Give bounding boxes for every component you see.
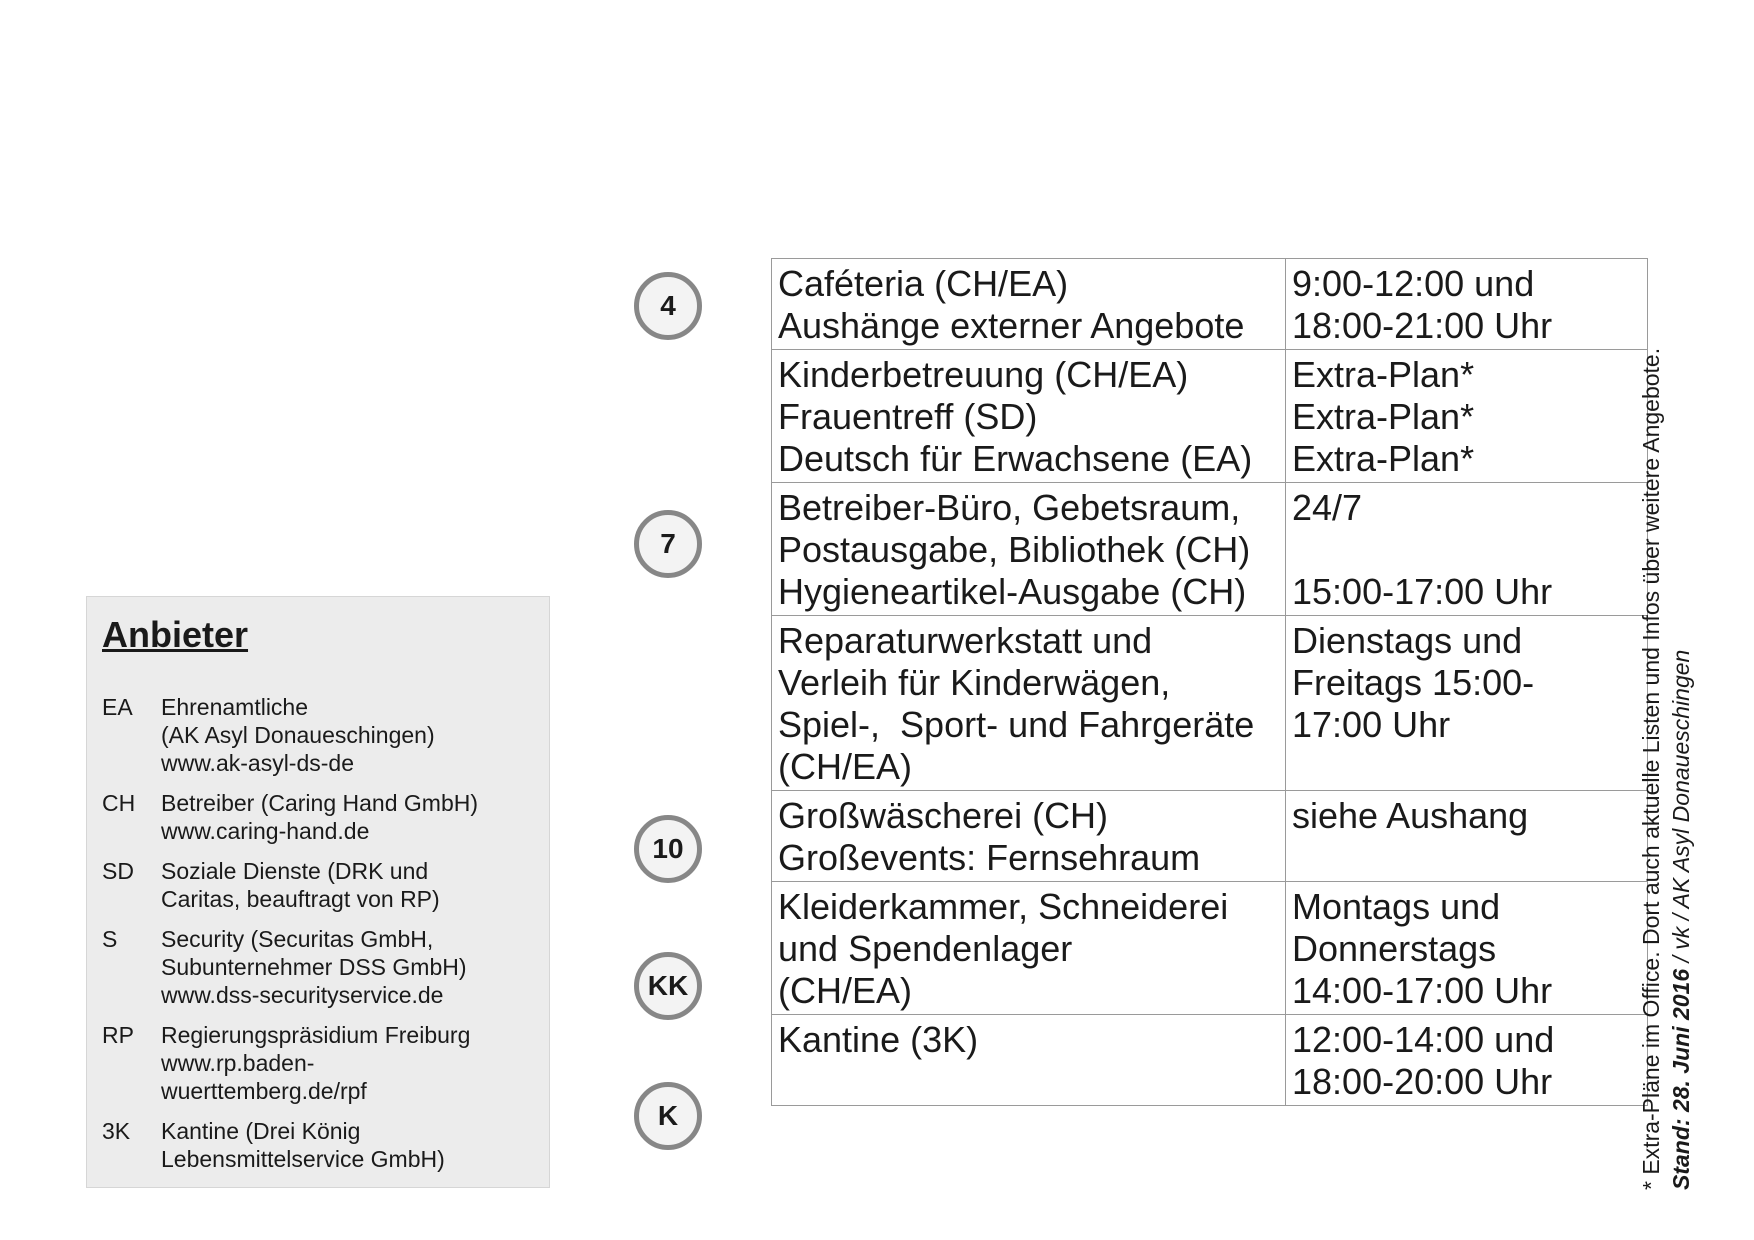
cell-line: 18:00-20:00 Uhr [1292,1061,1553,1102]
side-note-author: / vk / AK Asyl Donaueschingen [1668,649,1694,969]
cell-line: 12:00-14:00 und [1292,1019,1555,1060]
legend-desc [161,789,542,845]
side-note-date: Stand: 28. Juni 2016 [1668,968,1694,1190]
marker-room-7: 7 [634,510,702,578]
legend-desc [161,1117,542,1173]
legend-entry [102,1021,542,1105]
legend-desc [161,693,542,777]
marker-room-10: 10 [634,815,702,883]
table-cell-time [1286,259,1648,350]
legend-entry [102,693,542,777]
cell-line: Kinderbetreuung (CH/EA) [778,354,1189,395]
table-cell-desc [772,882,1286,1015]
legend-desc [161,925,542,1009]
cell-line: und Spendenlager [778,928,1073,969]
cell-line: Freitags 15:00- [1292,662,1535,703]
legend-desc-line: Caritas, beauftragt von RP) [161,886,440,912]
table-cell-desc [772,350,1286,483]
cell-line: Großwäscherei (CH) [778,795,1109,836]
cell-line: Kleiderkammer, Schneiderei [778,886,1229,927]
legend-desc-line: Security (Securitas GmbH, [161,926,434,952]
side-note-footnote: * Extra-Pläne im Office. Dort auch aktuelle Listen und Infos über weitere Angebote. [1638,347,1664,1190]
legend-desc-line: wuerttemberg.de/rpf [161,1078,367,1104]
cell-line: Aushänge externer Angebote [778,305,1245,346]
cell-line: 14:00-17:00 Uhr [1292,970,1553,1011]
cell-line: Verleih für Kinderwägen, [778,662,1171,703]
legend-entry [102,857,542,913]
legend-abbr: RP [102,1022,134,1048]
cell-line: Extra-Plan* [1292,354,1475,395]
cell-line: siehe Aushang [1292,795,1529,836]
legend-desc-line: Subunternehmer DSS GmbH) [161,954,467,980]
cell-line: 9:00-12:00 und [1292,263,1535,304]
marker-room-k: K [634,1082,702,1150]
table-cell-desc [772,259,1286,350]
cell-line: Postausgabe, Bibliothek (CH) [778,529,1251,570]
legend-desc-line: www.ak-asyl-ds-de [161,750,354,776]
cell-line: Donnerstags [1292,928,1497,969]
side-note-credit [1666,260,1696,1190]
table-cell-desc [772,1015,1286,1106]
marker-room-4: 4 [634,272,702,340]
cell-line: 17:00 Uhr [1292,704,1451,745]
cell-line: Dienstags und [1292,620,1523,661]
cell-line: Frauentreff (SD) [778,396,1038,437]
table-row [772,791,1648,882]
cell-line [1292,529,1641,571]
cell-line: Reparaturwerkstatt und [778,620,1153,661]
legend-desc [161,1021,542,1105]
table-cell-time [1286,882,1648,1015]
cell-line: Montags und [1292,886,1501,927]
legend-box [86,596,550,1188]
marker-room-kk: KK [634,952,702,1020]
legend-desc-line: Kantine (Drei König [161,1118,361,1144]
legend-desc-line: www.caring-hand.de [161,818,370,844]
legend-desc-line: Lebensmittelservice GmbH) [161,1146,445,1172]
legend-entry [102,789,542,845]
legend-entry [102,925,542,1009]
legend-list [102,693,542,1185]
cell-line: 15:00-17:00 Uhr [1292,571,1553,612]
legend-title: Anbieter [102,614,249,655]
legend-desc-line: Soziale Dienste (DRK und [161,858,429,884]
legend-abbr: CH [102,790,136,816]
cell-line: Extra-Plan* [1292,396,1475,437]
cell-line: Caféteria (CH/EA) [778,263,1069,304]
table-cell-time [1286,350,1648,483]
table-row [772,882,1648,1015]
schedule-table [771,258,1648,1106]
cell-line: Großevents: Fernsehraum [778,837,1201,878]
table-cell-time [1286,791,1648,882]
cell-line [778,1061,1279,1103]
cell-line: 18:00-21:00 Uhr [1292,305,1553,346]
legend-entry [102,1117,542,1173]
legend-desc [161,857,542,913]
cell-line: Deutsch für Erwachsene (EA) [778,438,1253,479]
legend-desc-line: Betreiber (Caring Hand GmbH) [161,790,479,816]
table-cell-time [1286,616,1648,791]
table-cell-time [1286,483,1648,616]
table-cell-desc [772,616,1286,791]
legend-desc-line: Regierungspräsidium Freiburg [161,1022,471,1048]
table-row [772,616,1648,791]
legend-desc-line: www.rp.baden- [161,1050,315,1076]
table-cell-time [1286,1015,1648,1106]
table-cell-desc [772,483,1286,616]
cell-line: Kantine (3K) [778,1019,979,1060]
cell-line: Hygieneartikel-Ausgabe (CH) [778,571,1247,612]
legend-abbr: EA [102,694,133,720]
legend-desc-line: Ehrenamtliche [161,694,309,720]
table-row [772,1015,1648,1106]
table-row [772,259,1648,350]
legend-abbr: 3K [102,1118,131,1144]
cell-line: Spiel-, Sport- und Fahrgeräte [778,704,1255,745]
legend-abbr: S [102,926,118,952]
cell-line: (CH/EA) [778,970,912,1011]
side-note [1636,260,1696,1190]
table-cell-desc [772,791,1286,882]
cell-line: Betreiber-Büro, Gebetsraum, [778,487,1241,528]
legend-desc-line: www.dss-securityservice.de [161,982,444,1008]
table-row [772,483,1648,616]
legend-desc-line: (AK Asyl Donaueschingen) [161,722,435,748]
table-row [772,350,1648,483]
cell-line: 24/7 [1292,487,1363,528]
cell-line: (CH/EA) [778,746,912,787]
cell-line: Extra-Plan* [1292,438,1475,479]
legend-abbr: SD [102,858,134,884]
